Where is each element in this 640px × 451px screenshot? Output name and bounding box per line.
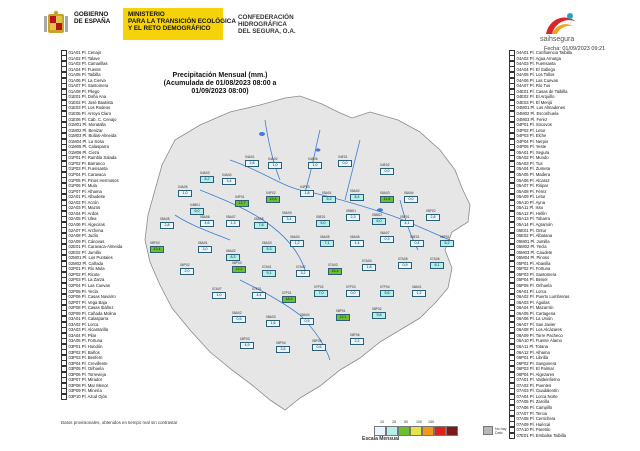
station-code-label: 07P02: [314, 285, 324, 289]
station-name: 04A07 Pl. Río Tus: [516, 83, 551, 89]
station-name: 07A03 Pl. Guadalentín: [516, 388, 559, 394]
station-value-box[interactable]: 1,6: [266, 320, 280, 327]
station-name: 01E02 Pl. José Bautista: [68, 99, 113, 105]
station-name: 02P04 Pl. Las Cuevas: [68, 282, 110, 288]
station-code-label: 08P02: [372, 307, 382, 311]
station-name: 07A01 Pl. Valdeinfierno: [516, 377, 560, 383]
station-value-box[interactable]: 0,0: [338, 160, 352, 167]
station-code-label: 05A02: [350, 189, 360, 193]
station-name: 01P05 Pl. Pinos Hermosos: [68, 177, 119, 183]
station-value-box[interactable]: 3,2: [296, 270, 310, 277]
station-value-box[interactable]: 4,4: [252, 292, 266, 299]
station-value-box[interactable]: 0,4: [410, 240, 424, 247]
station-value-box[interactable]: 4,1: [400, 220, 414, 227]
station-code-label: 08P04: [276, 341, 286, 345]
station-name: 06A07 Pl. San Javier: [516, 321, 556, 327]
station-code-label: 08A04: [300, 313, 310, 317]
station-name: 03A05 Pl. Fortuna: [68, 338, 103, 344]
station-name: 07A08 Pl. Cerrichera: [516, 416, 556, 422]
station-name: 01P03 Pl. Fuensanta: [68, 166, 108, 172]
station-name: 01A07 Pl. Santomera: [68, 83, 109, 89]
legend-tick-label: 50: [404, 420, 408, 424]
station-name: 06A04 Pl. Mazarrón: [516, 305, 554, 311]
station-name: 01A02 Pl. Talave: [68, 55, 100, 61]
station-name: 05A12 Pl. Hellín: [516, 210, 547, 216]
station-code-label: 04A01: [245, 155, 255, 159]
station-name: 03P02 Pl. Baños: [68, 349, 100, 355]
station-code-label: 07P01: [282, 291, 292, 295]
station-row-right: [509, 433, 572, 439]
legend-swatch: [422, 426, 434, 436]
station-code-label: 07P03: [346, 285, 356, 289]
station-code-label: 06A05: [320, 235, 330, 239]
station-name: 02M01 Pl. Los Puntales: [68, 255, 113, 261]
station-value-box[interactable]: 2,3: [346, 214, 360, 221]
station-code-label: 04A04: [222, 173, 232, 177]
station-code-label: 07A01: [262, 265, 272, 269]
station-name: 01P01 Pl. Rambla Salada: [68, 155, 117, 161]
station-value-box[interactable]: 9,8: [372, 312, 386, 319]
station-name: 05A03 Pl. Tus: [516, 160, 543, 166]
legend-tick-label: 25: [392, 420, 396, 424]
station-name: 05A08 Pl. Férez: [516, 188, 547, 194]
station-name: 06P02 Pl. Sangonera: [516, 360, 557, 366]
station-value-box[interactable]: 3,0: [198, 246, 212, 253]
station-name: 05P05 Pl. Orihuela: [516, 282, 552, 288]
station-name: 04A03 Pl. Fuensanta: [516, 61, 556, 67]
station-name: 05P04 Pl. Beniel: [516, 277, 548, 283]
station-name: 05M01 Pl. Jumilla: [516, 238, 550, 244]
station-name: 02A02 Pl. Acrón: [68, 199, 99, 205]
station-value-box[interactable]: 11,8: [380, 196, 394, 203]
station-name: 04E03 Pl. El Menjú: [516, 99, 553, 105]
station-checkbox[interactable]: [61, 394, 67, 400]
station-code-label: 07A02: [296, 265, 306, 269]
station-name: 01A06 Pl. La Cierva: [68, 77, 106, 83]
station-name: 05A14 Pl. Agramón: [516, 221, 553, 227]
station-name: 04A02 Pl. Agua Amarga: [516, 55, 561, 61]
station-value-box[interactable]: 1,8: [362, 264, 376, 271]
legend-swatch: [446, 426, 458, 436]
station-name: 04M03 Pl. Ferez: [516, 116, 548, 122]
station-code-label: 06A07: [380, 231, 390, 235]
station-name: 02P01 Pl. Río Mula: [68, 266, 105, 272]
station-name: 03P10 Pl. Azud Ojós: [68, 393, 107, 399]
station-value-box[interactable]: 2,2: [350, 338, 364, 345]
station-name: 05A06 Pl. Alcaraz: [516, 177, 550, 183]
station-name: 05A02 Pl. Mundo: [516, 155, 549, 161]
report-date: Fecha: 01/09/2023 09:21: [544, 46, 606, 52]
station-name: 02P07 Pl. Vega Baja: [68, 299, 107, 305]
station-name: 03P01 Pl. Hondón: [68, 343, 103, 349]
station-name: 04E01 Pl. Casas de Taibilla: [516, 88, 568, 94]
station-code-label: 05P02: [426, 209, 436, 213]
station-name: 01M02 Pl. Benizar: [68, 127, 103, 133]
station-name: 05A09 Pl. Letur: [516, 194, 546, 200]
station-value-box[interactable]: 8,3: [226, 254, 240, 261]
station-value-box[interactable]: 4,6: [200, 220, 214, 227]
station-code-label: 06A02: [226, 249, 236, 253]
station-name: 05M02 Pl. Yecla: [516, 244, 547, 250]
legend-tick-label: 10: [380, 420, 384, 424]
station-value-box[interactable]: 1,0: [308, 162, 322, 169]
station-code-label: 07A07: [212, 287, 222, 291]
station-value-box[interactable]: 0,0: [404, 196, 418, 203]
station-name: 03P05 Pl. Orihuela: [68, 366, 104, 372]
station-name: 02M02 Pl. Cañada: [68, 260, 104, 266]
basin-outline: [145, 96, 470, 410]
station-value-box[interactable]: 1,0: [268, 162, 282, 169]
station-name: 01P06 Pl. Mula: [68, 183, 97, 189]
station-code-label: 04A02: [268, 157, 278, 161]
station-name: 01P04 Pl. Caravaca: [68, 172, 106, 178]
station-name: 07A04 Pl. Lorca Norte: [516, 393, 558, 399]
station-name: 03A03 Pl. Alcantarilla: [68, 327, 109, 333]
station-value-box[interactable]: 13,7: [235, 200, 249, 207]
station-name: 01A04 Pl. Fuente: [68, 66, 101, 72]
station-name: 04P03 Pl. Elche: [516, 133, 547, 139]
station-value-box[interactable]: 5,2: [322, 196, 336, 203]
station-code-label: 07E01: [252, 287, 262, 291]
station-name: 06A03 Pl. Águilas: [516, 299, 550, 305]
station-code-label: 07A06: [430, 257, 440, 261]
station-value-box[interactable]: 13,4: [150, 246, 164, 253]
station-value-box[interactable]: 18,2: [282, 296, 296, 303]
station-name: 05M04 Pl. Pinoso: [516, 255, 550, 261]
stations-list-right: [509, 50, 572, 438]
station-name: 02A04 Pl. Ardos: [68, 210, 99, 216]
station-value-box[interactable]: 0,3: [380, 236, 394, 243]
station-code-label: 05A09: [282, 211, 292, 215]
station-name: 01M03 Pl. Bullas-Almeida: [68, 133, 117, 139]
legend-swatch: [386, 426, 398, 436]
station-name: 04A05 Pl. Los Tollos: [516, 72, 555, 78]
station-code-label: 05A04: [404, 191, 414, 195]
station-name: 01E05 Pl. Arroyo Claro: [68, 111, 112, 117]
station-name: 05M03 Pl. Caudete: [516, 249, 553, 255]
legend-swatch: [374, 426, 386, 436]
station-code-label: 05A01: [322, 191, 332, 195]
station-name: 02A05 Pl. Ulea: [68, 216, 97, 222]
station-code-label: 04A03: [200, 171, 210, 175]
station-code-label: 07A03: [328, 263, 338, 267]
station-name: 06A11 Pl. Totana: [516, 343, 549, 349]
station-code-label: 05A06: [200, 215, 210, 219]
station-value-box[interactable]: 1,8: [300, 190, 314, 197]
station-name: 04A06 Pl. Las Cuevas: [516, 77, 558, 83]
station-name: 01A05 Pl. Taibilla: [68, 72, 101, 78]
station-name: 01E06 Pl. Cab. C. Cenajo: [68, 116, 117, 122]
station-name: 04P04 Pl. Nerpio: [516, 138, 549, 144]
station-value-box[interactable]: 8,4: [350, 194, 364, 201]
station-name: 06A06 Pl. La Unión: [516, 316, 553, 322]
station-name: 02A08 Pl. Judío: [68, 233, 99, 239]
station-name: 06A09 Pl. Torre Pacheco: [516, 332, 563, 338]
station-value-box[interactable]: 5,3: [262, 246, 276, 253]
station-value-box[interactable]: 15,4: [328, 268, 342, 275]
station-name: 01P07 Pl. Alhama: [68, 188, 102, 194]
station-name: 04P01 Pl. Socovos: [516, 122, 552, 128]
legend-tick-label: 100: [416, 420, 422, 424]
station-name: 05P01 Pl. Abanilla: [516, 260, 551, 266]
stations-list-left: [61, 50, 122, 399]
station-name: 05E01 Pl. Ontur: [516, 227, 547, 233]
station-code-label: 05A03: [380, 191, 390, 195]
station-value-box[interactable]: 1,2: [412, 290, 426, 297]
station-name: 04A01 Pl. Confluencia Taibilla: [516, 50, 572, 55]
station-name: 04A04 Pl. El Gallego: [516, 66, 556, 72]
government-label: GOBIERNO DE ESPAÑA: [74, 11, 111, 25]
station-name: 06P01 Pl. Librilla: [516, 355, 548, 361]
station-code-label: 07A04: [362, 259, 372, 263]
station-name: 07A09 Pl. Huércal: [516, 421, 551, 427]
station-name: 02P05 Pl. Yecla: [68, 288, 98, 294]
legend-title: Escala Mensual: [362, 436, 400, 442]
station-name: 04M02 Pl. Escorihuela: [516, 111, 559, 117]
station-name: 05A11 Pl. Isso: [516, 205, 544, 211]
station-code-label: 04A05: [178, 185, 188, 189]
station-code-label: 05M01: [346, 209, 357, 213]
ministry-label: MINISTERIO PARA LA TRANSICIÓN ECOLÓGICA Y EL RETO DEMOGRÁFICO: [128, 11, 236, 33]
legend-tick-label: 150: [428, 420, 434, 424]
station-name: 05A01 Pl. Segura: [516, 149, 550, 155]
station-name: 01A08 Pl. Pliego: [68, 88, 100, 94]
station-value-box[interactable]: 0,0: [346, 290, 360, 297]
station-name: 02P03 Pl. La Zarza: [68, 277, 105, 283]
station-value-box[interactable]: 0,5: [300, 318, 314, 325]
station-name: 04M01 Pl. Los Almadenes: [516, 105, 566, 111]
station-name: 02A06 Pl. Algeciras: [68, 221, 105, 227]
station-value-box[interactable]: 6,0: [372, 218, 386, 225]
station-value-box[interactable]: 1,3: [226, 220, 240, 227]
station-name: 06P03 Pl. El Palmar: [516, 366, 554, 372]
station-code-label: 05P01: [400, 215, 410, 219]
station-code-label: 06E01: [410, 235, 420, 239]
station-name: 05A05 Pl. Madera: [516, 172, 551, 178]
station-code-label: 08P03: [240, 337, 250, 341]
station-name: 03P03 Pl. Benferri: [68, 355, 103, 361]
station-code-label: 04E02: [380, 163, 390, 167]
station-value-box[interactable]: 8,2: [200, 176, 214, 183]
station-value-box[interactable]: 2,8: [245, 160, 259, 167]
confederation-label: CONFEDERACIÓN HIDROGRÁFICA DEL SEGURA, O.A.: [238, 14, 296, 36]
station-name: 02P09 Pl. Cañada Molina: [68, 310, 116, 316]
legend-swatch: [434, 426, 446, 436]
station-name: 02A01 Pl. Albudeite: [68, 194, 106, 200]
station-name: 03A01 Pl. Calasparra: [68, 316, 109, 322]
station-code-label: 06P01: [440, 235, 450, 239]
station-value-box[interactable]: 1,0: [212, 292, 226, 299]
map-title: Precipitación Mensual (mm.) (Acumulada de 01/08/2023 08:00 a 01/09/2023 08:00): [163, 72, 277, 95]
station-name: 02A07 Pl. Archena: [68, 227, 104, 233]
station-name: 05A07 Pl. Riópar: [516, 183, 549, 189]
station-value-box[interactable]: 0,0: [380, 168, 394, 175]
station-name: 01M05 Pl. Calasparra: [68, 144, 109, 150]
station-value-box[interactable]: 0,9: [398, 262, 412, 269]
station-name: 05P03 Pl. Santomera: [516, 271, 557, 277]
station-name: 02A09 Pl. Cánovas: [68, 238, 105, 244]
station-name: 04P05 Pl. Yeste: [516, 144, 547, 150]
station-name: 01M06 Pl. Cieza: [68, 149, 100, 155]
station-value-box[interactable]: 9,1: [262, 270, 276, 277]
station-code-label: 07A05: [398, 257, 408, 261]
station-name: 03P04 Pl. Crevillente: [68, 360, 108, 366]
station-value-box[interactable]: 7,0: [314, 290, 328, 297]
station-name: 02P08 Pl. Casas Ibáñez: [68, 305, 114, 311]
station-code-label: 08A01: [412, 285, 422, 289]
station-code-label: 07P04: [380, 285, 390, 289]
station-name: 05A13 Pl. Tobarra: [516, 216, 550, 222]
station-name: 06A02 Pl. Puerto Lumbreras: [516, 294, 570, 300]
station-name: 03A04 Pl. Pilar: [68, 332, 97, 338]
station-name: 06P04 Pl. Algezares: [516, 371, 555, 377]
station-value-box[interactable]: 3,4: [282, 216, 296, 223]
station-code-label: 08P05: [312, 339, 322, 343]
station-code-label: 08A02: [232, 311, 242, 315]
station-code-label: 06A01: [198, 241, 208, 245]
station-code-label: 05A08: [254, 217, 264, 221]
station-value-box[interactable]: 5,6: [380, 290, 394, 297]
station-code-label: 06P03: [232, 261, 242, 265]
station-code-label: 05P03: [150, 241, 160, 245]
station-name: 07A02 Pl. Puentes: [516, 382, 552, 388]
station-code-label: 05A05: [160, 217, 170, 221]
precipitation-legend: [362, 420, 512, 442]
station-name: 07A10 Pl. Paretón: [516, 427, 551, 433]
station-code-label: 04E01: [338, 155, 348, 159]
station-value-box[interactable]: 7,1: [320, 240, 334, 247]
station-name: 06A12 Pl. Alhama: [516, 349, 550, 355]
station-name: 06A08 Pl. Los Alcázares: [516, 327, 562, 333]
station-name: 04E02 Pl. El Arquillo: [516, 94, 555, 100]
station-code-label: 04P03: [300, 185, 310, 189]
legend-no-data-label: No hay Dato: [495, 427, 507, 435]
station-name: 02E01 Pl. Caravaca-Almeida: [68, 244, 123, 250]
station-code-label: 05M02: [372, 213, 383, 217]
station-name: 01E01 Pl. Doña Ana: [68, 94, 107, 100]
station-name: 05A10 Pl. Ayna: [516, 199, 546, 205]
legend-swatch: [410, 426, 422, 436]
station-value-box[interactable]: 6,0: [190, 208, 204, 215]
station-value-box[interactable]: 4,9: [240, 342, 254, 349]
station-value-box[interactable]: 0,6: [312, 344, 326, 351]
station-name: 06A05 Pl. Cartagena: [516, 310, 556, 316]
station-value-box[interactable]: 1,2: [290, 240, 304, 247]
station-value-box[interactable]: 1,0: [178, 190, 192, 197]
station-name: 07A05 Pl. Zarcilla: [516, 399, 550, 405]
station-code-label: 04A06: [308, 157, 318, 161]
station-value-box[interactable]: 2,8: [160, 222, 174, 229]
station-value-box[interactable]: 12,1: [336, 314, 350, 321]
station-name: 02E02 Pl. Jumilla: [68, 249, 101, 255]
station-code-label: 06A04: [290, 235, 300, 239]
station-value-box[interactable]: 3,4: [222, 178, 236, 185]
station-value-box[interactable]: 0,5: [232, 316, 246, 323]
station-name: 07A07 Pl. Tercia: [516, 410, 547, 416]
station-name: 01P02 Pl. Barranco: [68, 160, 105, 166]
station-code-label: 04M01: [190, 203, 201, 207]
station-name: 05P02 Pl. Fortuna: [516, 266, 551, 272]
station-name: 01M04 Pl. La Sosa: [68, 138, 104, 144]
station-code-label: 08P01: [336, 309, 346, 313]
station-code-label: 04P02: [266, 191, 276, 195]
station-row-left: [61, 394, 122, 400]
legend-swatch: [398, 426, 410, 436]
station-code-label: 05E01: [316, 215, 326, 219]
station-name: 01A03 Pl. Camarillas: [68, 61, 108, 67]
station-name: 03P07 Pl. Mirador: [68, 377, 103, 383]
legend-no-data-swatch: [483, 426, 493, 435]
station-code-label: 06P02: [180, 263, 190, 267]
station-name: 06A01 Pl. Lorca: [516, 288, 547, 294]
station-name: 04P02 Pl. Letur: [516, 127, 546, 133]
station-name: 02P06 Pl. Casas Navarro: [68, 294, 116, 300]
station-name: 02P02 Pl. Ricote: [68, 271, 100, 277]
station-value-box[interactable]: 12,2: [232, 266, 246, 273]
station-value-box[interactable]: 5,2: [440, 240, 454, 247]
station-code-label: 04P01: [235, 195, 245, 199]
station-name: 01A01 Pl. Cenajo: [68, 50, 102, 55]
station-code-label: 06A06: [350, 235, 360, 239]
station-value-box[interactable]: 6,1: [430, 262, 444, 269]
station-name: 01E03 Pl. Los Rodeos: [68, 105, 111, 111]
station-name: 07A06 Pl. Campillo: [516, 405, 553, 410]
station-value-box[interactable]: 3,5: [276, 346, 290, 353]
station-code-label: 08P06: [350, 333, 360, 337]
station-name: 06A10 Pl. Fuente Álamo: [516, 338, 562, 344]
station-name: 01M01 Pl. Moratalla: [68, 122, 106, 128]
station-value-box[interactable]: 7,8: [254, 222, 268, 229]
station-name: 02A03 Pl. Mazos: [68, 205, 101, 211]
station-value-box[interactable]: 19,8: [266, 196, 280, 203]
station-value-box[interactable]: 5,0: [316, 220, 330, 227]
station-code-label: 06A03: [262, 241, 272, 245]
station-name: 05A04 Pl. Zumeta: [516, 166, 551, 172]
station-name: 05E02 Pl. Albatana: [516, 233, 553, 239]
station-code-label: 08A03: [266, 315, 276, 319]
station-value-box[interactable]: 2,0: [180, 268, 194, 275]
station-value-box[interactable]: 2,8: [426, 214, 440, 221]
station-name: 07E01 Pl. Embalse Taibilla: [516, 432, 567, 438]
station-name: 03P08 Pl. Mar Menor: [68, 382, 109, 388]
saih-label: saihsegura: [540, 36, 575, 43]
station-name: 03P06 Pl. Torrevieja: [68, 371, 106, 377]
station-name: 03P09 Pl. Minería: [68, 388, 102, 394]
station-name: 03A02 Pl. Lorca: [68, 321, 99, 327]
data-disclaimer: Datos provisionales, obtenidos en tiempo real sin contrastar: [61, 420, 178, 425]
station-code-label: 05A07: [226, 215, 236, 219]
station-value-box[interactable]: 1,4: [350, 240, 364, 247]
